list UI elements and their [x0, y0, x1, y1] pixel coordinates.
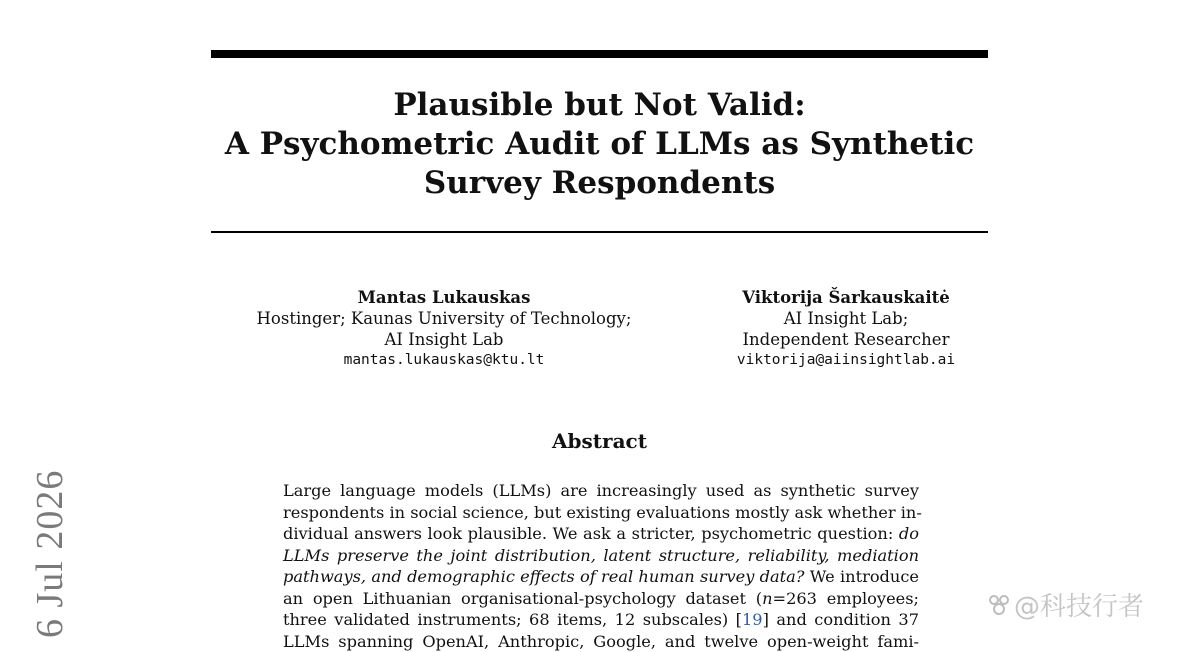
- abstract-line: LLMs spanning OpenAI, Anthropic, Google, and twelve open-weight fami-: [283, 631, 919, 652]
- abstract-line: Large language models (LLMs) are increasingly used as synthetic survey: [283, 480, 919, 502]
- watermark: [986, 586, 1144, 623]
- author-affiliation: Independent Researcher: [676, 329, 1016, 350]
- title-line: Plausible but Not Valid:: [211, 86, 988, 125]
- abstract-body: [283, 480, 919, 652]
- author-affiliation: Hostinger; Kaunas University of Technology;: [234, 308, 654, 329]
- author-affiliation: AI Insight Lab: [234, 329, 654, 350]
- watermark-text: @科技行者: [1014, 586, 1144, 623]
- abstract-heading: Abstract: [211, 429, 988, 453]
- author-name: Mantas Lukauskas: [234, 287, 654, 308]
- arxiv-side-date: 6 Jul 2026: [28, 470, 72, 638]
- paper-title: [211, 86, 988, 203]
- abstract-line: three validated instruments; 68 items, 12 subscales) [19] and condition 37: [283, 609, 919, 631]
- title-bottom-rule: [211, 231, 988, 233]
- watermark-logo-icon: [986, 594, 1012, 616]
- abstract-line: dividual answers look plausible. We ask a stricter, psychometric question: do: [283, 523, 919, 545]
- author-affiliation: AI Insight Lab;: [676, 308, 1016, 329]
- author-email[interactable]: viktorija@aiinsightlab.ai: [676, 350, 1016, 371]
- author-block-2: [676, 287, 1016, 371]
- abstract-line: pathways, and demographic effects of real human survey data? We introduce: [283, 566, 919, 588]
- author-email[interactable]: mantas.lukauskas@ktu.lt: [234, 350, 654, 371]
- abstract-line: an open Lithuanian organisational-psychology dataset (n=263 employees;: [283, 588, 919, 610]
- abstract-line: respondents in social science, but existing evaluations mostly ask whether in-: [283, 502, 919, 524]
- abstract-line: LLMs preserve the joint distribution, latent structure, reliability, mediation: [283, 545, 919, 567]
- title-line: A Psychometric Audit of LLMs as Synthetic: [211, 125, 988, 164]
- title-line: Survey Respondents: [211, 164, 988, 203]
- author-name: Viktorija Šarkauskaitė: [676, 287, 1016, 308]
- citation-link[interactable]: 19: [742, 610, 763, 629]
- author-block-1: [234, 287, 654, 371]
- title-top-rule: [211, 50, 988, 58]
